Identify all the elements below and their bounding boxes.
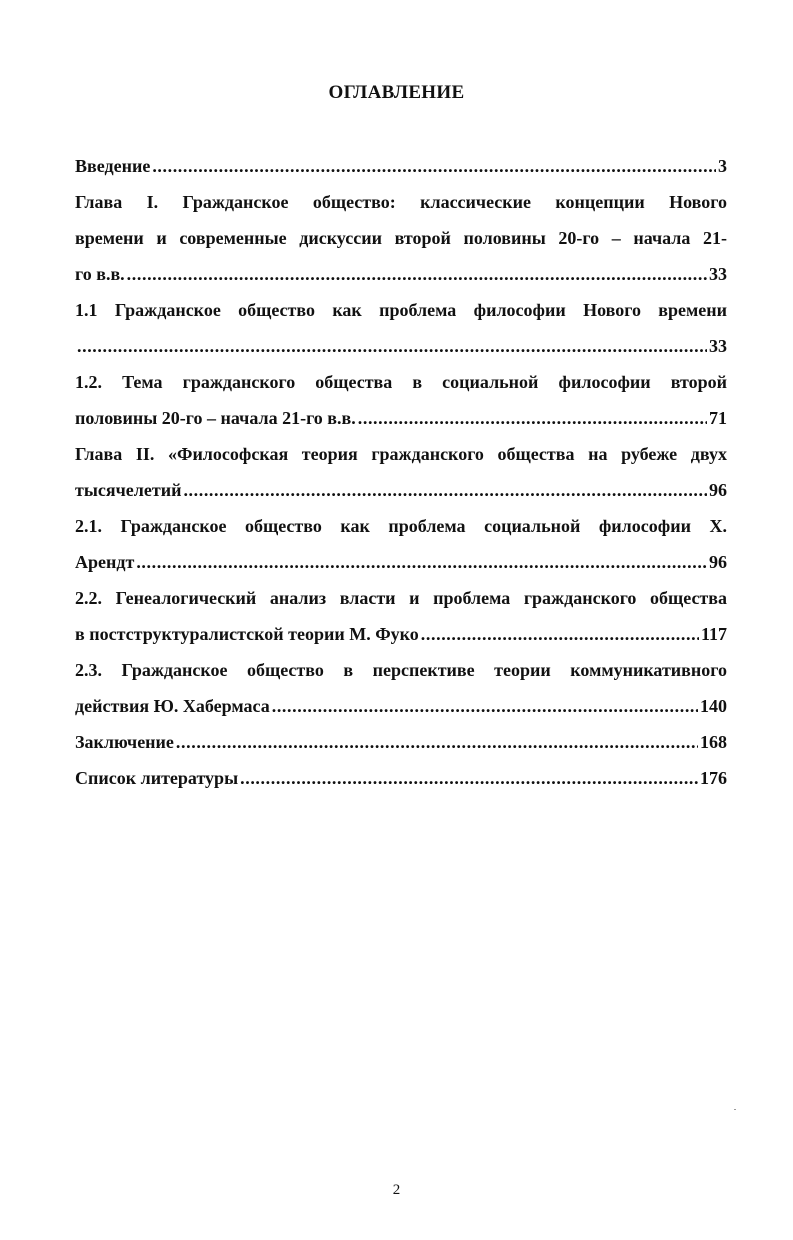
toc-entry-text: тысячелетий <box>75 480 182 500</box>
toc-entry-section-2-3-line2[interactable] <box>75 688 727 724</box>
scan-speck <box>734 1109 736 1110</box>
toc-entry-text: Заключение <box>75 732 174 752</box>
page-title: ОГЛАВЛЕНИЕ <box>328 82 465 103</box>
toc-entry-section-1-2-line2[interactable] <box>75 400 727 436</box>
leader-dots <box>358 400 707 436</box>
page-number: 2 <box>392 1182 401 1198</box>
toc-page-number: 71 <box>709 408 727 428</box>
leader-dots <box>183 472 707 508</box>
toc-entry-section-2-2-line2[interactable] <box>75 616 727 652</box>
toc-entry-text: Введение <box>75 156 151 176</box>
toc-entry-section-1-2-line1[interactable]: 1.2. Тема гражданского общества в социальной философии второй <box>75 372 727 392</box>
toc-entry-text: го в.в. <box>75 264 125 284</box>
toc-page-number: 96 <box>709 480 727 500</box>
toc-entry-chapter1-line1[interactable]: Глава I. Гражданское общество: классические концепции Нового <box>75 192 727 212</box>
toc-page-number: 168 <box>700 732 727 752</box>
leader-dots <box>77 328 707 364</box>
toc-entry-section-2-1-line2[interactable] <box>75 544 727 580</box>
toc-entry-chapter2-line2[interactable] <box>75 472 727 508</box>
leader-dots <box>240 760 698 796</box>
toc-page-number: 3 <box>718 156 727 176</box>
toc-entry-chapter1-line2[interactable]: времени и современные дискуссии второй половины 20-го – начала 21- <box>75 228 727 248</box>
toc-entry-bibliography[interactable] <box>75 760 727 796</box>
leader-dots <box>152 148 716 184</box>
toc-entry-section-1-1-line1[interactable]: 1.1 Гражданское общество как проблема философии Нового времени <box>75 300 727 320</box>
toc-entry-conclusion[interactable] <box>75 724 727 760</box>
toc-entry-text: половины 20-го – начала 21-го в.в. <box>75 408 356 428</box>
toc-page-number: 140 <box>700 696 727 716</box>
leader-dots <box>421 616 699 652</box>
leader-dots <box>136 544 707 580</box>
toc-entry-section-2-1-line1[interactable]: 2.1. Гражданское общество как проблема социальной философии Х. <box>75 516 727 536</box>
toc-entry-text: действия Ю. Хабермаса <box>75 696 270 716</box>
toc-entry-chapter1-line3[interactable] <box>75 256 727 292</box>
toc-entry-section-1-1-line2[interactable] <box>75 328 727 364</box>
table-of-contents <box>75 148 727 796</box>
leader-dots <box>272 688 698 724</box>
toc-page-number: 117 <box>700 624 727 644</box>
leader-dots <box>176 724 698 760</box>
toc-page-number: 33 <box>709 264 727 284</box>
leader-dots <box>127 256 707 292</box>
toc-entry-chapter2-line1[interactable]: Глава II. «Философская теория гражданского общества на рубеже двух <box>75 444 727 464</box>
toc-page-number: 33 <box>709 336 727 356</box>
toc-page-number: 176 <box>700 768 727 788</box>
toc-entry-text: Список литературы <box>75 768 239 788</box>
toc-entry-text: Арендт <box>75 552 135 572</box>
toc-entry-section-2-2-line1[interactable]: 2.2. Генеалогический анализ власти и проблема гражданского общества <box>75 588 727 608</box>
toc-entry-section-2-3-line1[interactable]: 2.3. Гражданское общество в перспективе теории коммуникативного <box>75 660 727 680</box>
toc-entry-introduction[interactable] <box>75 148 727 184</box>
toc-entry-text: в постструктуралистской теории М. Фуко <box>75 624 419 644</box>
toc-page-number: 96 <box>709 552 727 572</box>
